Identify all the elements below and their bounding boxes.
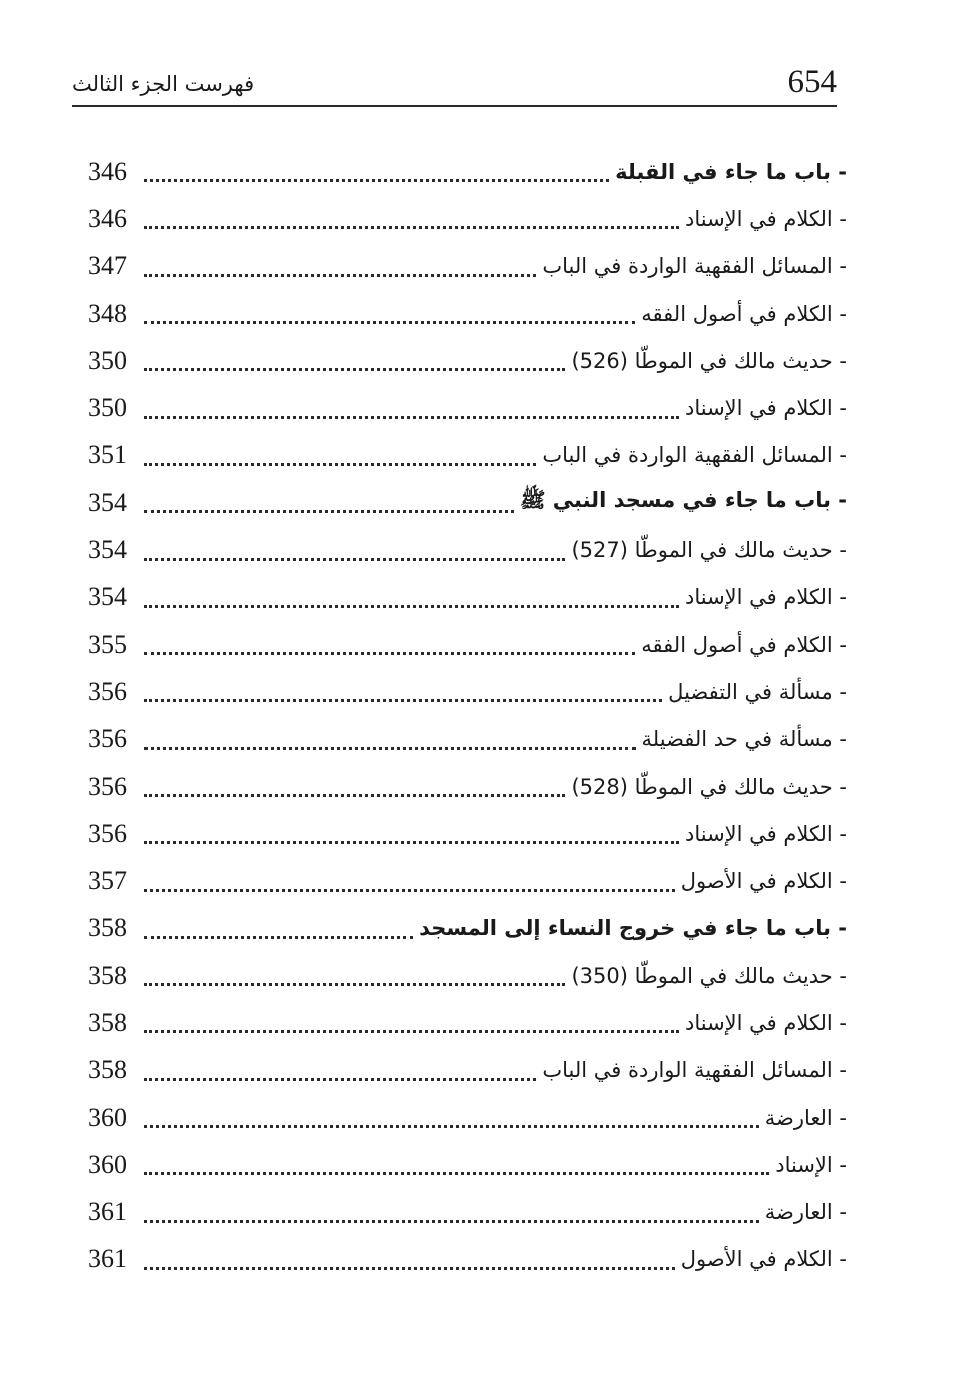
toc-entry-title: - الكلام في الإسناد	[684, 1010, 847, 1035]
toc-entry-title: - باب ما جاء في مسجد النبي ﷺ	[520, 488, 847, 513]
toc-entry-title: - الكلام في الإسناد	[684, 821, 847, 846]
dot-leader	[144, 699, 662, 702]
toc-entry	[88, 857, 847, 904]
toc-entry-page: 354	[88, 535, 127, 565]
toc-entry-page: 354	[88, 487, 127, 517]
toc-entry	[88, 905, 847, 952]
toc-entry-page: 361	[88, 1197, 127, 1227]
page-number: 654	[787, 64, 837, 100]
dot-leader	[144, 510, 514, 513]
toc-entry-page: 358	[88, 960, 127, 990]
toc-entry	[88, 574, 847, 621]
toc-entry-title: - باب ما جاء في خروج النساء إلى المسجد	[419, 916, 847, 941]
toc-entry-page: 358	[88, 1007, 127, 1037]
toc-entry-title: - المسائل الفقهية الواردة في الباب	[542, 443, 847, 468]
toc-entry	[88, 1047, 847, 1094]
toc-entry	[88, 810, 847, 857]
toc-entry	[88, 621, 847, 668]
toc-entry	[88, 1141, 847, 1188]
dot-leader	[144, 605, 679, 608]
toc-entry-page: 354	[88, 582, 127, 612]
toc-entry	[88, 432, 847, 479]
dot-leader	[144, 889, 675, 892]
dot-leader	[144, 321, 635, 324]
toc-entry-page: 355	[88, 629, 127, 659]
dot-leader	[144, 1267, 675, 1270]
header-rule	[72, 105, 837, 107]
dot-leader	[144, 368, 565, 371]
toc-entry-page: 357	[88, 866, 127, 896]
toc-entry-page: 360	[88, 1102, 127, 1132]
toc-entry-page: 360	[88, 1149, 127, 1179]
toc-entry-title: - المسائل الفقهية الواردة في الباب	[542, 1058, 847, 1083]
toc-entry-page: 347	[88, 251, 127, 281]
toc-entry-title: - الكلام في الإسناد	[684, 206, 847, 231]
toc-entry-title: - الإسناد	[775, 1152, 847, 1177]
toc-entry-page: 361	[88, 1244, 127, 1274]
toc-entry-page: 351	[88, 440, 127, 470]
toc-entry-page: 356	[88, 724, 127, 754]
table-of-contents	[88, 148, 847, 1283]
toc-entry	[88, 195, 847, 242]
dot-leader	[144, 841, 679, 844]
toc-entry-title: - مسألة في التفضيل	[668, 679, 847, 704]
dot-leader	[144, 274, 536, 277]
toc-entry-page: 348	[88, 298, 127, 328]
toc-entry-page: 346	[88, 156, 127, 186]
toc-entry	[88, 1236, 847, 1283]
dot-leader	[144, 936, 413, 939]
toc-entry-title: - الكلام في أصول الفقه	[641, 632, 847, 657]
dot-leader	[144, 1078, 536, 1081]
toc-entry-title: - الكلام في الإسناد	[684, 585, 847, 610]
toc-entry-title: - المسائل الفقهية الواردة في الباب	[542, 254, 847, 279]
dot-leader	[144, 463, 536, 466]
dot-leader	[144, 1220, 759, 1223]
toc-entry	[88, 526, 847, 573]
toc-entry	[88, 1189, 847, 1236]
dot-leader	[144, 1125, 759, 1128]
toc-entry	[88, 952, 847, 999]
toc-entry-page: 350	[88, 345, 127, 375]
toc-entry-title: - حديث مالك في الموطّا (528)	[571, 774, 847, 799]
toc-entry	[88, 479, 847, 526]
dot-leader	[144, 1030, 679, 1033]
dot-leader	[144, 794, 565, 797]
dot-leader	[144, 558, 565, 561]
toc-entry	[88, 384, 847, 431]
dot-leader	[144, 416, 679, 419]
dot-leader	[144, 983, 565, 986]
toc-entry-title: - الكلام في أصول الفقه	[641, 301, 847, 326]
toc-entry	[88, 148, 847, 195]
dot-leader	[144, 226, 679, 229]
dot-leader	[144, 652, 635, 655]
toc-entry-title: - العارضة	[764, 1200, 847, 1225]
toc-entry	[88, 243, 847, 290]
toc-entry	[88, 1094, 847, 1141]
toc-entry-title: - حديث مالك في الموطّا (350)	[571, 963, 847, 988]
dot-leader	[144, 1172, 769, 1175]
toc-entry-title: - باب ما جاء في القبلة	[615, 159, 847, 184]
toc-entry	[88, 337, 847, 384]
toc-entry-title: - حديث مالك في الموطّا (526)	[571, 348, 847, 373]
toc-entry-title: - الكلام في الإسناد	[684, 396, 847, 421]
toc-entry-page: 358	[88, 913, 127, 943]
dot-leader	[144, 179, 609, 182]
page-header	[72, 60, 837, 106]
toc-entry	[88, 716, 847, 763]
toc-entry-title: - مسألة في حد الفضيلة	[641, 727, 847, 752]
toc-entry-title: - العارضة	[764, 1105, 847, 1130]
toc-entry	[88, 668, 847, 715]
toc-entry-page: 356	[88, 676, 127, 706]
dot-leader	[144, 747, 636, 750]
toc-entry-page: 356	[88, 771, 127, 801]
toc-entry	[88, 763, 847, 810]
toc-entry-page: 350	[88, 393, 127, 423]
toc-entry	[88, 999, 847, 1046]
toc-entry-page: 346	[88, 203, 127, 233]
running-title: فهرست الجزء الثالث	[72, 72, 255, 96]
toc-entry-page: 356	[88, 818, 127, 848]
toc-entry-page: 358	[88, 1055, 127, 1085]
toc-entry-title: - الكلام في الأصول	[680, 1247, 847, 1272]
toc-entry	[88, 290, 847, 337]
toc-entry-title: - الكلام في الأصول	[680, 869, 847, 894]
toc-entry-title: - حديث مالك في الموطّا (527)	[571, 538, 847, 563]
